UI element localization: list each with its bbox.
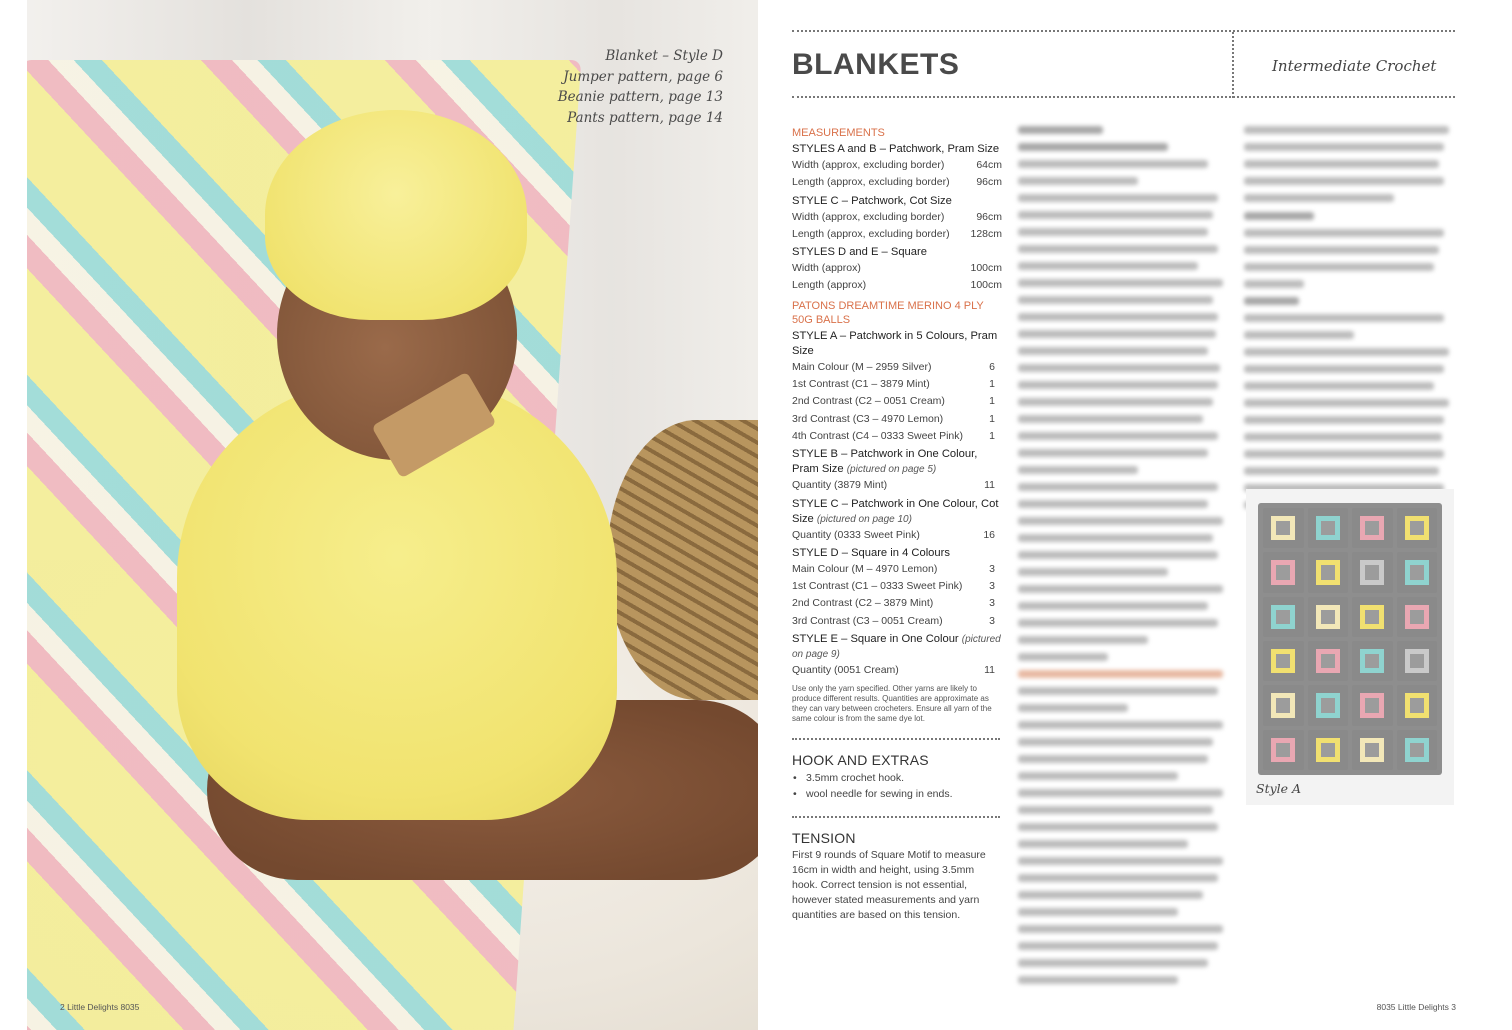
measurement-row: Width (approx, excluding border) 64cm bbox=[792, 159, 1002, 171]
yarn-group-title: STYLE A – Patchwork in 5 Colours, Pram Size bbox=[792, 329, 998, 357]
granny-square bbox=[1263, 508, 1304, 548]
measurement-group-title: STYLES D and E – Square bbox=[792, 246, 927, 259]
caption-line: Blanket – Style D bbox=[605, 48, 723, 64]
yarn-group-title: STYLE E – Square in One Colour (pictured on page 9) bbox=[792, 633, 1001, 661]
granny-square bbox=[1397, 730, 1438, 770]
yarn-row: 2nd Contrast (C2 – 0051 Cream) 1 bbox=[792, 395, 995, 408]
yarn-disclaimer: Use only the yarn specified. Other yarns are likely to produce different results. Quantities are approximate as they can vary between crocheters. Ensure all yarn of the same colour is from the same dye lot. bbox=[792, 684, 992, 724]
page-folio-left: 2 Little Delights 8035 bbox=[60, 1002, 140, 1012]
yarn-row: 3rd Contrast (C3 – 0051 Cream) 3 bbox=[792, 614, 995, 627]
yarn-row: 4th Contrast (C4 – 0333 Sweet Pink) 1 bbox=[792, 429, 995, 442]
photo-caption bbox=[558, 46, 723, 129]
blurred-instructions-column bbox=[1018, 126, 1228, 993]
yarn-group-title: STYLE D – Square in 4 Colours bbox=[792, 546, 950, 559]
tension-heading: TENSION bbox=[792, 830, 856, 847]
yarn-row: Quantity (3879 Mint) 11 bbox=[792, 479, 995, 492]
style-a-thumbnail bbox=[1246, 489, 1454, 805]
skill-level: Intermediate Crochet bbox=[1272, 57, 1437, 75]
yarn-row: Quantity (0051 Cream) 11 bbox=[792, 664, 995, 677]
yarn-row: Quantity (0333 Sweet Pink) 16 bbox=[792, 528, 995, 541]
measurement-row: Width (approx) 100cm bbox=[792, 262, 1002, 275]
yarn-row: 1st Contrast (C1 – 0333 Sweet Pink) 3 bbox=[792, 580, 995, 593]
blurred-finishing-column bbox=[1244, 126, 1454, 518]
measurement-row: Width (approx, excluding border) 96cm bbox=[792, 210, 1002, 223]
caption-line: Beanie pattern, page 13 bbox=[557, 89, 723, 106]
yarn-row: 2nd Contrast (C2 – 3879 Mint) 3 bbox=[792, 597, 995, 610]
granny-square bbox=[1308, 508, 1349, 548]
page-folio-right: 8035 Little Delights 3 bbox=[1376, 1002, 1456, 1012]
section-divider bbox=[792, 738, 1000, 740]
granny-square bbox=[1352, 552, 1393, 592]
granny-square bbox=[1397, 641, 1438, 681]
granny-square bbox=[1308, 730, 1349, 770]
yarn-row: 3rd Contrast (C3 – 4970 Lemon) 1 bbox=[792, 412, 995, 425]
cover-photo bbox=[27, 0, 758, 1030]
granny-square bbox=[1352, 597, 1393, 637]
granny-square bbox=[1352, 685, 1393, 725]
baby-beanie bbox=[265, 110, 527, 320]
measurement-row: Length (approx, excluding border) 128cm bbox=[792, 227, 1002, 240]
header-divider bbox=[1232, 32, 1234, 98]
granny-square bbox=[1308, 685, 1349, 725]
hook-item: • wool needle for sewing in ends. bbox=[792, 786, 1002, 802]
granny-square bbox=[1308, 552, 1349, 592]
granny-square bbox=[1352, 641, 1393, 681]
measurement-row: Length (approx) 100cm bbox=[792, 279, 1002, 292]
granny-square bbox=[1397, 552, 1438, 592]
granny-square bbox=[1263, 685, 1304, 725]
yarn-row: 1st Contrast (C1 – 3879 Mint) 1 bbox=[792, 378, 995, 391]
yarn-heading: PATONS DREAMTIME MERINO 4 PLY 50G BALLS bbox=[792, 299, 984, 326]
caption-line: Pants pattern, page 14 bbox=[567, 110, 723, 127]
page-header bbox=[792, 30, 1455, 98]
measurement-group-title: STYLES A and B – Patchwork, Pram Size bbox=[792, 143, 1000, 155]
page-title: BLANKETS bbox=[792, 48, 960, 81]
yarn-group-title: STYLE C – Patchwork in One Colour, Cot Size (pictured on page 10) bbox=[792, 497, 999, 525]
tension-text: First 9 rounds of Square Motif to measure 16cm in width and height, using 3.5mm hook. Correct tension is not essential, however stated measurements and yarn quantities are based on this tension. bbox=[792, 849, 986, 922]
granny-square bbox=[1352, 508, 1393, 548]
hook-heading: HOOK AND EXTRAS bbox=[792, 752, 929, 769]
granny-square bbox=[1397, 685, 1438, 725]
yarn-group-title: STYLE B – Patchwork in One Colour, Pram Size (pictured on page 5) bbox=[792, 448, 978, 476]
granny-square bbox=[1263, 641, 1304, 681]
granny-square bbox=[1263, 552, 1304, 592]
section-divider bbox=[792, 816, 1000, 818]
granny-square bbox=[1308, 641, 1349, 681]
granny-square bbox=[1397, 597, 1438, 637]
granny-square bbox=[1397, 508, 1438, 548]
patchwork-blanket-thumbnail bbox=[1258, 503, 1442, 775]
measurement-row: Length (approx, excluding border) 96cm bbox=[792, 176, 1002, 189]
caption-line: Jumper pattern, page 6 bbox=[563, 68, 723, 85]
granny-square bbox=[1308, 597, 1349, 637]
yarn-row: Main Colour (M – 2959 Silver) 6 bbox=[792, 360, 995, 373]
yarn-row: Main Colour (M – 4970 Lemon) 3 bbox=[792, 562, 995, 575]
measurement-group-title: STYLE C – Patchwork, Cot Size bbox=[792, 194, 952, 207]
measurements-heading: MEASUREMENTS bbox=[792, 127, 885, 139]
thumbnail-caption: Style A bbox=[1256, 781, 1302, 796]
pattern-details-column bbox=[792, 124, 1002, 923]
hook-item: • 3.5mm crochet hook. bbox=[792, 770, 1002, 786]
granny-square bbox=[1263, 597, 1304, 637]
granny-square bbox=[1352, 730, 1393, 770]
granny-square bbox=[1263, 730, 1304, 770]
